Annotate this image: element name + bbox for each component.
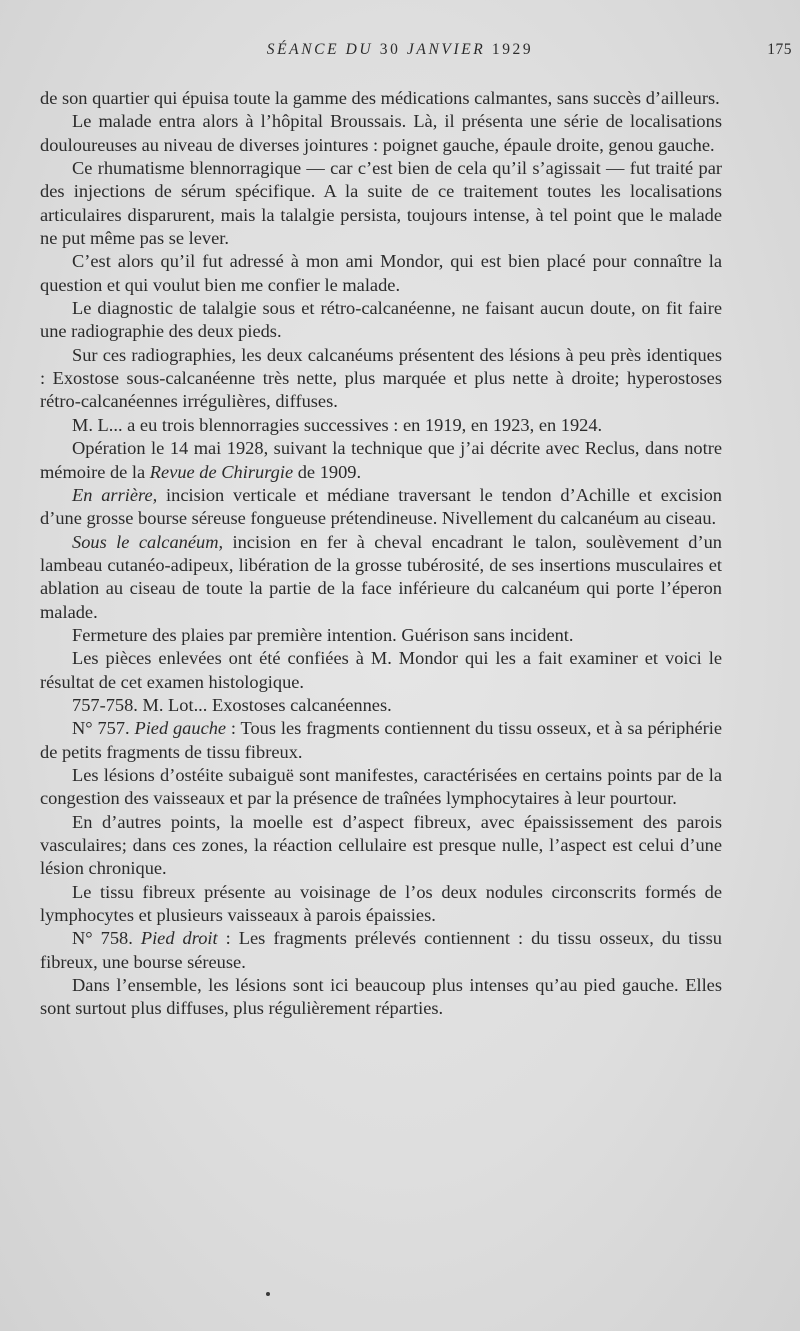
paragraph-14-italic: Pied gauche (134, 718, 227, 739)
paragraph-3 (40, 157, 722, 250)
running-title (0, 41, 800, 59)
paragraph-4-text: C’est alors qu’il fut adressé à mon ami Mondor, qui est bien placé pour connaître la question et qui voulut bien me confier le malade. (40, 251, 722, 295)
paragraph-7 (40, 414, 722, 437)
paragraph-18-after: : Les fragments prélevés contiennent : du tissu osseux, du tissu fibreux, une bourse séreuse. (40, 928, 723, 972)
paragraph-10-text: incision en fer à cheval encadrant le talon, soulèvement d’un lambeau cutanéo-adipeux, libération de la grosse tubérosité, de ses insertions musculaires et ablation au ciseau de toute la partie de la face inférieure du calcanéum qui porte l’éperon malade. (40, 531, 723, 622)
paragraph-19 (40, 974, 722, 1021)
paragraph-8 (40, 437, 722, 484)
running-title-session: SÉANCE DU (266, 41, 374, 58)
paragraph-2 (40, 110, 722, 157)
paragraph-17-text: Le tissu fibreux présente au voisinage de l’os deux nodules circonscrits formés de lymphocytes et plusieurs vaisseaux à parois épaissies. (40, 881, 722, 926)
paragraph-3-text: Ce rhumatisme blennorragique — car c’est bien de cela qu’il s’agissait — fut traité par des injections de sérum spécifique. A la suite de ce traitement toutes les localisations articulaires disparurent, mais la talalgie persista, toujours intense, à tel point que le malade ne put même pas se lever. (40, 158, 722, 249)
paragraph-12 (40, 647, 722, 694)
paragraph-10-lead: Sous le calcanéum, (72, 531, 224, 552)
running-title-year: 1929 (491, 41, 534, 58)
paragraph-9 (40, 484, 722, 531)
page-number: 175 (767, 41, 792, 58)
body-text (40, 87, 722, 1021)
paragraph-16-text: En d’autres points, la moelle est d’aspect fibreux, avec épaississement des parois vasculaires; dans ces zones, la réaction cellulaire est presque nulle, l’aspect est celui d’une lésion chronique. (40, 811, 722, 879)
paragraph-1 (40, 87, 722, 110)
paragraph-14-lead: N° 757. (72, 718, 135, 739)
paragraph-6-text: Sur ces radiographies, les deux calcanéums présentent des lésions à peu près identiques : Exostose sous-calcanéenne très nette, plus marquée et plus nette à droite; hyperostoses rétro-calcanéennes irrégulières, diffuses. (40, 344, 722, 412)
paragraph-4 (40, 250, 722, 297)
paragraph-18-italic: Pied droit (140, 928, 218, 949)
paragraph-18-lead: N° 758. (72, 928, 141, 949)
paragraph-11-text: Fermeture des plaies par première intention. Guérison sans incident. (72, 624, 574, 645)
paragraph-9-text: incision verticale et médiane traversant le tendon d’Achille et excision d’une grosse bourse séreuse fongueuse prétendineuse. Nivellement du calcanéum au ciseau. (40, 484, 722, 529)
paragraph-13-text: 757-758. M. Lot... Exostoses calcanéennes. (72, 694, 392, 715)
paragraph-13 (40, 694, 722, 717)
running-title-day: 30 (379, 41, 401, 58)
paragraph-8-after: de 1909. (293, 461, 362, 482)
paragraph-18 (40, 927, 722, 974)
paragraph-1-text: de son quartier qui épuisa toute la gamme des médications calmantes, sans succès d’ailleurs. (40, 88, 720, 108)
print-speck (266, 1292, 270, 1296)
paragraph-2-text: Le malade entra alors à l’hôpital Broussais. Là, il présenta une série de localisations douloureuses au niveau de diverses jointures : poignet gauche, épaule droite, genou gauche. (40, 111, 722, 155)
paragraph-14-after: : Tous les fragments contiennent du tissu osseux, et à sa périphérie de petits fragments de tissu fibreux. (40, 718, 723, 762)
journal-title: Revue de Chirurgie (149, 461, 294, 482)
paragraph-5 (40, 297, 722, 344)
paragraph-19-text: Dans l’ensemble, les lésions sont ici beaucoup plus intenses qu’au pied gauche. Elles sont surtout plus diffuses, plus régulièrement réparties. (40, 975, 722, 1019)
paragraph-9-lead: En arrière, (72, 484, 158, 505)
paragraph-7-text: M. L... a eu trois blennorragies successives : en 1919, en 1923, en 1924. (72, 414, 603, 435)
paragraph-15-text: Les lésions d’ostéite subaiguë sont manifestes, caractérisées en certains points par de la congestion des vaisseaux et par la présence de traînées lymphocytaires à leur pourtour. (40, 764, 722, 809)
paragraph-11 (40, 624, 722, 647)
paragraph-15 (40, 764, 722, 811)
running-title-month: JANVIER (406, 41, 486, 58)
paragraph-17 (40, 881, 722, 928)
paragraph-12-text: Les pièces enlevées ont été confiées à M. Mondor qui les a fait examiner et voici le résultat de cet examen histologique. (40, 648, 722, 692)
paragraph-10 (40, 531, 722, 624)
paragraph-8-before: Opération le 14 mai 1928, suivant la technique que j’ai décrite avec Reclus, dans notre mémoire de la (40, 438, 722, 482)
paragraph-14 (40, 717, 722, 764)
paragraph-5-text: Le diagnostic de talalgie sous et rétro-calcanéenne, ne faisant aucun doute, on fit faire une radiographie des deux pieds. (40, 298, 722, 342)
paragraph-16 (40, 811, 722, 881)
running-head (0, 41, 800, 65)
paragraph-6 (40, 344, 722, 414)
